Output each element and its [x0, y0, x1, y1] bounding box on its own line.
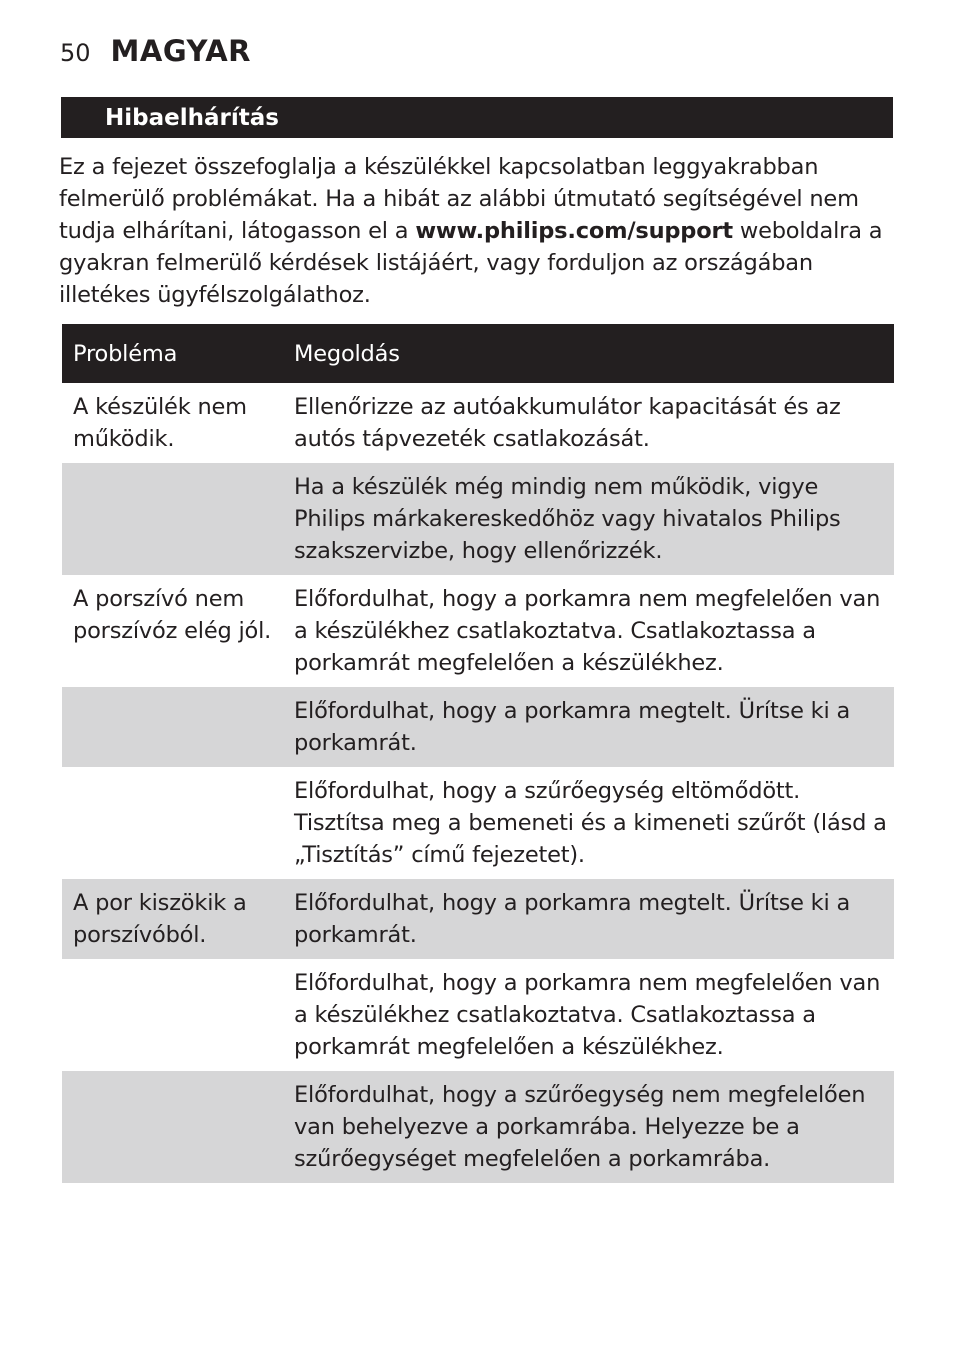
page-header [60, 34, 251, 74]
solution-cell: Ha a készülék még mindig nem működik, vigye Philips márkakereskedőhöz vagy hivatalos Philips szakszervizbe, hogy ellenőrizzék. [282, 463, 894, 575]
table-row [62, 959, 894, 1071]
table-row [62, 383, 894, 463]
table-row [62, 1071, 894, 1183]
table-row [62, 687, 894, 767]
problem-cell [62, 959, 282, 1071]
table-header-row [62, 324, 894, 383]
header-problem: Probléma [62, 324, 282, 383]
problem-cell [62, 767, 282, 879]
page-number: 50 [60, 39, 91, 67]
solution-cell: Ellenőrizze az autóakkumulátor kapacitását és az autós tápvezeték csatlakozását. [294, 394, 841, 452]
support-url: www.philips.com/support [415, 218, 733, 244]
problem-cell: A porszívó nem porszívóz elég jól. [73, 586, 272, 644]
intro-text-after: weboldalra a gyakran felmerülő kérdések listájáért, vagy forduljon az országában illetékes ügyfélszolgálathoz. [59, 218, 883, 308]
solution-cell: Előfordulhat, hogy a porkamra nem megfelelően van a készülékhez csatlakoztatva. Csatlakoztassa a porkamrát megfelelően a készülékhez. [294, 970, 881, 1060]
intro-text-before: Ez a fejezet összefoglalja a készülékkel kapcsolatban leggyakrabban felmerülő problémákat. Ha a hibát az alábbi útmutató segítségével nem tudja elhárítani, látogasson el a [59, 154, 859, 244]
language-title: MAGYAR [110, 34, 252, 68]
section-title: Hibaelhárítás [105, 105, 279, 131]
table-row [62, 575, 894, 687]
problem-cell [62, 463, 282, 575]
intro-paragraph [59, 151, 897, 311]
solution-cell: Előfordulhat, hogy a porkamra megtelt. Ürítse ki a porkamrát. [282, 879, 894, 959]
problem-cell [62, 687, 282, 767]
solution-cell: Előfordulhat, hogy a szűrőegység nem megfelelően van behelyezve a porkamrába. Helyezze be a szűrőegységet megfelelően a porkamrába. [282, 1071, 894, 1183]
table-row [62, 767, 894, 879]
table-row [62, 879, 894, 959]
solution-cell: Előfordulhat, hogy a szűrőegység eltömődött. Tisztítsa meg a bemeneti és a kimeneti szűrőt (lásd a „Tisztítás” című fejezetet). [294, 778, 887, 868]
problem-cell: A készülék nem működik. [73, 394, 247, 452]
header-solution: Megoldás [282, 324, 894, 383]
table-row [62, 463, 894, 575]
section-title-bar [61, 97, 893, 138]
troubleshooting-table [62, 324, 894, 1183]
problem-cell [62, 1071, 282, 1183]
solution-cell: Előfordulhat, hogy a porkamra megtelt. Ürítse ki a porkamrát. [282, 687, 894, 767]
problem-cell: A por kiszökik a porszívóból. [62, 879, 282, 959]
solution-cell: Előfordulhat, hogy a porkamra nem megfelelően van a készülékhez csatlakoztatva. Csatlakoztassa a porkamrát megfelelően a készülékhez. [294, 586, 881, 676]
